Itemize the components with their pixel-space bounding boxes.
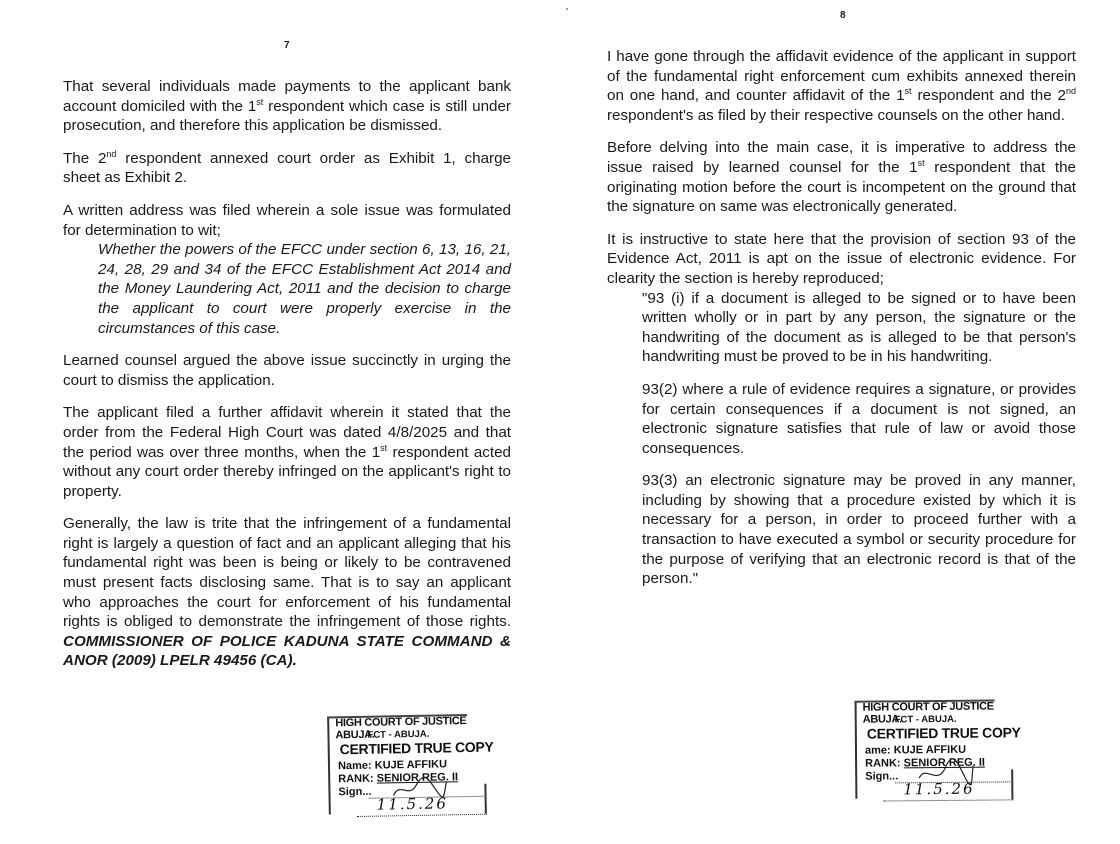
stamp-certified: CERTIFIED TRUE COPY [339, 738, 494, 758]
stamp-rank-label: RANK: [865, 757, 901, 770]
paragraph-text: respondent and the 2 [911, 87, 1066, 105]
paragraph: Learned counsel argued the above issue succinctly in urging the court to dismiss the application. [63, 352, 511, 389]
stamp-court: HIGH COURT OF JUSTICE ABUJA. [335, 715, 467, 742]
paragraph-text: The 2 [63, 149, 107, 167]
stamp-border [1011, 769, 1013, 799]
stamp-border [327, 716, 331, 814]
paragraph: A written address was filed wherein a sole issue was formulated for determination to wit; [63, 201, 511, 239]
stamp-location: FCT - ABUJA. [367, 728, 430, 741]
ordinal-suffix: st [917, 157, 925, 168]
paragraph-text: respondent's as filed by their respective counsels on the other hand. [607, 106, 1065, 124]
quoted-provision: "93 (i) if a document is alleged to be signed or to have been written wholly or in part by any person, the signature or the handwriting of the document as is alleged to be that person's handwriting must be proved to be in his handwriting. [642, 289, 1076, 366]
certified-true-copy-stamp [327, 714, 499, 817]
stamp-name [338, 758, 447, 772]
stamp-rank-value: SENIOR REG. II [376, 771, 459, 785]
ordinal-suffix: st [380, 442, 388, 453]
quoted-provision: 93(3) an electronic signature may be proved in any manner, including by showing that a procedure existed by which it is necessary for a person, in order to proceed further with a transaction to have executed a symbol or security procedure for the purpose of verifying that an electronic record is that of the person." [642, 472, 1076, 588]
issue-for-determination: Whether the powers of the EFCC under section 6, 13, 16, 21, 24, 28, 29 and 34 of the EFCC Establishment Act 2014 and the Money Laundering Act, 2011 and the decision to charge the applicant to court were properly exercise in the circumstances of this case. [98, 241, 511, 337]
handwritten-date: 11.5.26 [376, 794, 449, 814]
paragraph [63, 149, 511, 188]
paragraph [607, 47, 1076, 125]
ordinal-suffix: nd [1065, 86, 1076, 97]
handwritten-date: 11.5.26 [903, 779, 975, 799]
quoted-provision: 93(2) where a rule of evidence requires a signature, or provides for certain consequences if a document is not signed, an electronic signature satisfies that rule of law or avoid those consequences. [642, 380, 1076, 457]
left-page-body [63, 77, 511, 684]
stamp-certified: CERTIFIED TRUE COPY [866, 724, 1021, 742]
paragraph-text: The applicant filed a further affidavit wherein it stated that the order from the Federal High Court was dated 4/8/2025 and that the period was over three months, when the 1 [63, 404, 511, 461]
certified-true-copy-stamp [855, 699, 1026, 802]
paragraph: It is instructive to state here that the provision of section 93 of the Evidence Act, 2011 is apt on the issue of electronic evidence. For clearity the section is hereby reproduced; [607, 230, 1076, 287]
paragraph [63, 77, 511, 136]
right-page [560, 0, 1120, 844]
stamp-dotted-line [357, 814, 487, 817]
paragraph [63, 403, 511, 501]
paragraph-text: That several individuals made payments to the applicant bank account domiciled with the 1st respondent which case is still under prosecution, and therefore this application be dismissed. [63, 78, 511, 135]
stamp-border [855, 701, 858, 799]
stamp-rank-label: RANK: [338, 772, 374, 786]
stamp-name-label: ame: [864, 744, 891, 757]
stamp-name-value: KUJE AFFIKU [893, 743, 967, 757]
ordinal-suffix: st [904, 86, 912, 97]
paragraph-text: respondent acted without any court order thereby infringed on the applicant's right to property. [63, 443, 511, 500]
stamp-sign-label: Sign... [865, 770, 899, 783]
page-number: 8 [840, 10, 846, 21]
stamp-location: FCT - ABUJA. [894, 713, 957, 726]
stamp-rank-value: SENIOR REG. II [903, 756, 985, 770]
case-citation: COMMISSIONER OF POLICE KADUNA STATE COMMAND & ANOR (2009) LPELR 49456 (CA). [63, 632, 511, 670]
paragraph [607, 138, 1076, 216]
stamp-name-label: Name: [337, 759, 372, 773]
paragraph-text: I have gone through the affidavit evidence of the applicant in support of the fundamental right enforcement cum exhibits annexed therein on one hand, and counter affidavit of the 1 [607, 48, 1076, 105]
stamp-sign-label: Sign... [338, 785, 372, 799]
stamp-dotted-line [883, 799, 1013, 801]
paragraph-text: respondent that the originating motion before the court is incompetent on the ground that the signature on same was electronically generated. [607, 158, 1076, 216]
paragraph-text: Before delving into the main case, it is imperative to address the issue raised by learned counsel for the 1 [607, 139, 1076, 176]
stamp-name-value: KUJE AFFIKU [374, 758, 448, 772]
stamp-border [484, 784, 487, 814]
stamp-court: HIGH COURT OF JUSTICE ABUJA. [862, 700, 994, 726]
scan-speck [566, 8, 568, 10]
paragraph [63, 514, 511, 671]
paragraph-text: Generally, the law is trite that the infringement of a fundamental right is largely a question of fact and an applicant alleging that his fundamental right was been is being or likely to be contravened must present facts disclosing same. That is to say an applicant who approaches the court for enforcement of his fundamental rights is obliged to demonstrate the infringement of those rights. [63, 515, 511, 631]
paragraph-text: respondent annexed court order as Exhibit 1, charge sheet as Exhibit 2. [63, 149, 511, 187]
stamp-name [865, 744, 966, 757]
page-number: 7 [284, 40, 290, 51]
ordinal-suffix: nd [106, 148, 117, 159]
right-page-body [607, 47, 1076, 602]
